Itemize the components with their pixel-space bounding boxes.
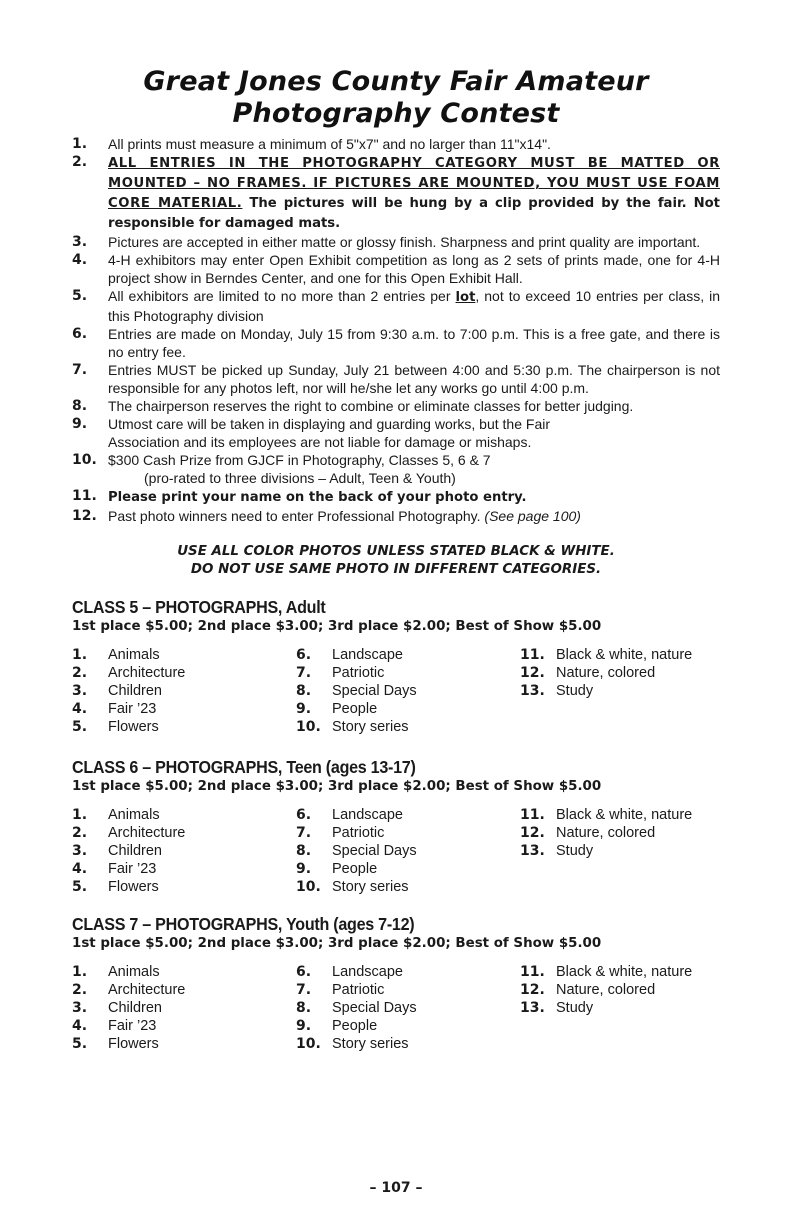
rule-number: 2.	[72, 154, 88, 170]
category-item	[520, 664, 692, 682]
category-label: Patriotic	[332, 825, 385, 841]
category-number: 11.	[520, 807, 545, 823]
rule-item	[72, 287, 720, 325]
category-label: People	[332, 701, 378, 717]
rule-number: 10.	[72, 452, 97, 468]
category-number: 8.	[296, 683, 312, 699]
category-number: 7.	[296, 665, 312, 681]
category-item	[296, 1017, 417, 1035]
page-title-line-2: Photography Contest	[232, 98, 560, 129]
category-column	[520, 806, 692, 860]
category-label: Special Days	[332, 843, 417, 859]
category-number: 10.	[296, 719, 321, 735]
rule-item	[72, 251, 720, 287]
category-label: Special Days	[332, 683, 417, 699]
category-item	[296, 963, 417, 981]
category-number: 3.	[72, 683, 88, 699]
rule-item	[72, 153, 720, 233]
rule-text-before: All exhibitors are limited to no more than 2 entries per	[108, 288, 456, 304]
category-label: People	[332, 1018, 378, 1034]
category-item	[72, 664, 185, 682]
rule-emphasis: lot	[455, 290, 476, 305]
class-prizes: 1st place $5.00; 2nd place $3.00; 3rd place $2.00; Best of Show $5.00	[72, 779, 602, 794]
photo-notice	[72, 543, 720, 579]
category-label: Landscape	[332, 647, 403, 663]
category-label: Patriotic	[332, 665, 385, 681]
category-label: Animals	[108, 964, 160, 980]
rule-number: 1.	[72, 136, 88, 152]
rule-number: 4.	[72, 252, 88, 268]
category-column	[520, 646, 692, 700]
category-number: 11.	[520, 647, 545, 663]
rule-item	[72, 233, 720, 251]
category-label: Architecture	[108, 825, 186, 841]
category-item	[296, 1035, 417, 1053]
rule-text: Past photo winners need to enter Professional Photography.	[108, 508, 485, 524]
page-number: – 107 –	[369, 1180, 423, 1196]
category-number: 4.	[72, 1018, 88, 1034]
category-number: 2.	[72, 665, 88, 681]
category-label: Children	[108, 1000, 162, 1016]
category-number: 2.	[72, 825, 88, 841]
category-item	[520, 999, 692, 1017]
rule-item	[72, 507, 720, 525]
rule-bold-text: The pictures will be hung by a clip provided by the fair. Not responsible for damaged mats.	[108, 196, 720, 231]
category-item	[72, 1035, 185, 1053]
category-item	[72, 860, 185, 878]
category-number: 4.	[72, 701, 88, 717]
category-column	[296, 646, 417, 736]
rule-number: 6.	[72, 326, 88, 342]
category-number: 4.	[72, 861, 88, 877]
category-item	[296, 842, 417, 860]
notice-line-2: DO NOT USE SAME PHOTO IN DIFFERENT CATEGORIES.	[190, 562, 602, 577]
category-list	[72, 646, 732, 736]
rule-item	[72, 397, 720, 415]
category-item	[520, 824, 692, 842]
category-item	[520, 646, 692, 664]
category-number: 10.	[296, 1036, 321, 1052]
category-label: Flowers	[108, 879, 159, 895]
category-label: Architecture	[108, 665, 186, 681]
rule-text-line-2: (pro-rated to three divisions – Adult, Teen & Youth)	[144, 470, 456, 486]
category-label: Nature, colored	[556, 665, 656, 681]
rule-number: 5.	[72, 288, 88, 304]
class-title: CLASS 5 – PHOTOGRAPHS, Adult	[72, 597, 326, 617]
category-item	[520, 682, 692, 700]
rule-text-line-2: Association and its employees are not liable for damage or mishaps.	[108, 434, 532, 450]
rule-text: Entries MUST be picked up Sunday, July 21 between 4:00 and 5:30 p.m. The chairperson is not responsible for any photos left, nor will he/she let any works go until 4:00 p.m.	[108, 362, 720, 396]
category-item	[72, 981, 185, 999]
category-item	[72, 842, 185, 860]
category-label: Fair ’23	[108, 1018, 157, 1034]
page-title-line-1: Great Jones County Fair Amateur	[143, 66, 649, 97]
category-label: Animals	[108, 647, 160, 663]
rule-item	[72, 325, 720, 361]
category-column	[72, 646, 185, 736]
category-column	[520, 963, 692, 1017]
page-title	[60, 66, 732, 130]
category-label: Architecture	[108, 982, 186, 998]
category-item	[72, 1017, 185, 1035]
category-item	[72, 806, 185, 824]
class-5-section	[72, 597, 732, 736]
category-column	[296, 963, 417, 1053]
category-number: 1.	[72, 647, 88, 663]
rule-text-line-1: Utmost care will be taken in displaying and guarding works, but the Fair	[108, 416, 550, 432]
rules-list	[72, 135, 720, 525]
category-label: Study	[556, 1000, 594, 1016]
notice-line-1: USE ALL COLOR PHOTOS UNLESS STATED BLACK & WHITE.	[177, 544, 615, 559]
rule-bold-text: Please print your name on the back of your photo entry.	[108, 490, 527, 505]
category-item	[72, 718, 185, 736]
category-item	[520, 981, 692, 999]
category-label: Fair ’23	[108, 701, 157, 717]
rule-text: Pictures are accepted in either matte or glossy finish. Sharpness and print quality are important.	[108, 234, 701, 250]
category-item	[296, 878, 417, 896]
category-number: 12.	[520, 982, 545, 998]
class-title: CLASS 7 – PHOTOGRAPHS, Youth (ages 7-12)	[72, 914, 415, 934]
category-number: 5.	[72, 1036, 88, 1052]
category-item	[72, 999, 185, 1017]
rule-text: All prints must measure a minimum of 5"x7" and no larger than 11"x14".	[108, 136, 551, 152]
category-number: 10.	[296, 879, 321, 895]
rule-number: 11.	[72, 488, 97, 504]
category-label: Nature, colored	[556, 982, 656, 998]
category-item	[520, 963, 692, 981]
category-label: Black & white, nature	[556, 964, 693, 980]
rule-text-line-1: $300 Cash Prize from GJCF in Photography, Classes 5, 6 & 7	[108, 452, 491, 468]
category-item	[296, 999, 417, 1017]
category-label: Special Days	[332, 1000, 417, 1016]
category-label: Animals	[108, 807, 160, 823]
rule-text-after: , not to exceed 10 entries per class, in this Photography division	[108, 288, 720, 324]
rule-number: 9.	[72, 416, 88, 432]
class-prizes: 1st place $5.00; 2nd place $3.00; 3rd place $2.00; Best of Show $5.00	[72, 936, 602, 951]
category-number: 13.	[520, 683, 545, 699]
category-item	[296, 646, 417, 664]
category-number: 8.	[296, 1000, 312, 1016]
category-number: 9.	[296, 701, 312, 717]
category-number: 9.	[296, 1018, 312, 1034]
category-item	[520, 806, 692, 824]
category-column	[72, 963, 185, 1053]
category-label: Fair ’23	[108, 861, 157, 877]
category-number: 1.	[72, 807, 88, 823]
category-item	[72, 682, 185, 700]
category-list	[72, 806, 732, 896]
category-number: 12.	[520, 665, 545, 681]
category-number: 6.	[296, 807, 312, 823]
category-item	[520, 842, 692, 860]
rule-number: 3.	[72, 234, 88, 250]
category-label: Story series	[332, 879, 409, 895]
category-number: 5.	[72, 879, 88, 895]
category-item	[72, 963, 185, 981]
category-column	[72, 806, 185, 896]
category-label: Nature, colored	[556, 825, 656, 841]
category-label: Black & white, nature	[556, 807, 693, 823]
rule-number: 7.	[72, 362, 88, 378]
category-label: Flowers	[108, 719, 159, 735]
category-number: 8.	[296, 843, 312, 859]
category-number: 6.	[296, 647, 312, 663]
rule-text: The chairperson reserves the right to combine or eliminate classes for better judging.	[108, 398, 634, 414]
category-item	[296, 824, 417, 842]
category-label: Study	[556, 683, 594, 699]
category-number: 3.	[72, 843, 88, 859]
category-label: Story series	[332, 1036, 409, 1052]
category-label: Children	[108, 843, 162, 859]
rule-text: Entries are made on Monday, July 15 from 9:30 a.m. to 7:00 p.m. This is a free gate, and there is no entry fee.	[108, 326, 720, 360]
category-number: 12.	[520, 825, 545, 841]
category-number: 7.	[296, 825, 312, 841]
category-label: People	[332, 861, 378, 877]
class-prizes: 1st place $5.00; 2nd place $3.00; 3rd place $2.00; Best of Show $5.00	[72, 619, 602, 634]
rule-item	[72, 487, 720, 507]
rule-number: 8.	[72, 398, 88, 414]
category-number: 1.	[72, 964, 88, 980]
category-label: Study	[556, 843, 594, 859]
category-label: Landscape	[332, 964, 403, 980]
rule-item	[72, 415, 720, 451]
category-number: 13.	[520, 1000, 545, 1016]
rule-item	[72, 361, 720, 397]
category-number: 13.	[520, 843, 545, 859]
category-number: 3.	[72, 1000, 88, 1016]
category-item	[72, 700, 185, 718]
category-label: Black & white, nature	[556, 647, 693, 663]
category-item	[72, 878, 185, 896]
category-label: Patriotic	[332, 982, 385, 998]
category-label: Children	[108, 683, 162, 699]
category-label: Story series	[332, 719, 409, 735]
category-number: 11.	[520, 964, 545, 980]
class-7-section	[72, 914, 732, 1053]
rule-text: 4-H exhibitors may enter Open Exhibit competition as long as 2 sets of prints made, one for 4-H project show in Berndes Center, and one for this Open Exhibit Hall.	[108, 252, 720, 286]
rule-underlined-text: ALL ENTRIES IN THE PHOTOGRAPHY CATEGORY MUST BE MATTED OR MOUNTED – NO FRAMES. IF PICTURES ARE MOUNTED, YOU MUST USE FOAM CORE MATERIAL.	[108, 156, 720, 211]
rule-number: 12.	[72, 508, 97, 524]
category-label: Flowers	[108, 1036, 159, 1052]
rule-item	[72, 451, 720, 487]
category-column	[296, 806, 417, 896]
category-item	[296, 682, 417, 700]
category-item	[296, 700, 417, 718]
class-6-section	[72, 757, 732, 896]
category-number: 6.	[296, 964, 312, 980]
category-item	[296, 664, 417, 682]
category-list	[72, 963, 732, 1053]
category-item	[296, 718, 417, 736]
category-item	[72, 824, 185, 842]
category-number: 2.	[72, 982, 88, 998]
category-label: Landscape	[332, 807, 403, 823]
rule-italic-text: (See page 100)	[484, 508, 581, 524]
category-number: 9.	[296, 861, 312, 877]
category-item	[72, 646, 185, 664]
category-item	[296, 981, 417, 999]
category-number: 7.	[296, 982, 312, 998]
category-number: 5.	[72, 719, 88, 735]
category-item	[296, 806, 417, 824]
rule-item	[72, 135, 720, 153]
class-title: CLASS 6 – PHOTOGRAPHS, Teen (ages 13-17)	[72, 757, 416, 777]
category-item	[296, 860, 417, 878]
